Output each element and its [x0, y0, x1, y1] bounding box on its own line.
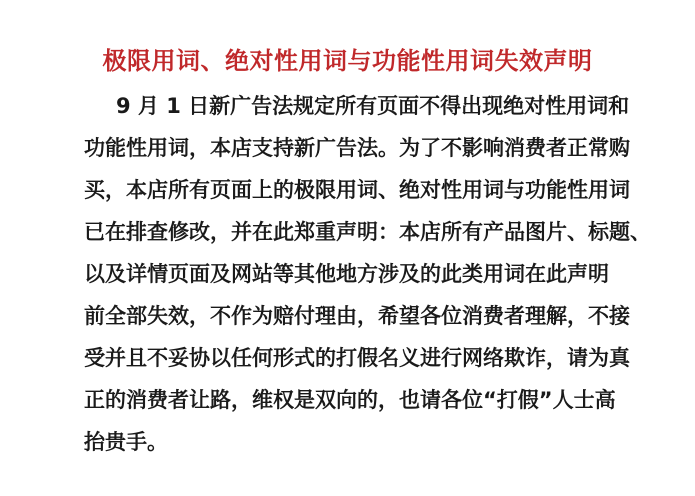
notice-line-1: 9 月 1 日新广告法规定所有页面不得出现绝对性用词和: [116, 94, 630, 118]
notice-line-3: 买，本店所有页面上的极限用词、绝对性用词与功能性用词: [84, 178, 630, 202]
notice-line-8: 正的消费者让路，维权是双向的，也请各位“打假”人士高: [84, 388, 616, 412]
notice-line-6: 前全部失效，不作为赔付理由，希望各位消费者理解，不接: [84, 304, 630, 328]
notice-line-2: 功能性用词，本店支持新广告法。为了不影响消费者正常购: [84, 136, 630, 160]
notice-title: 极限用词、绝对性用词与功能性用词失效声明: [102, 47, 593, 75]
notice-line-5: 以及详情页面及网站等其他地方涉及的此类用词在此声明: [84, 262, 609, 286]
notice-line-4: 已在排查修改，并在此郑重声明：本店所有产品图片、标题、: [84, 220, 651, 244]
notice-line-7: 受并且不妥协以任何形式的打假名义进行网络欺诈，请为真: [84, 346, 630, 370]
notice-line-9: 抬贵手。: [84, 430, 168, 454]
